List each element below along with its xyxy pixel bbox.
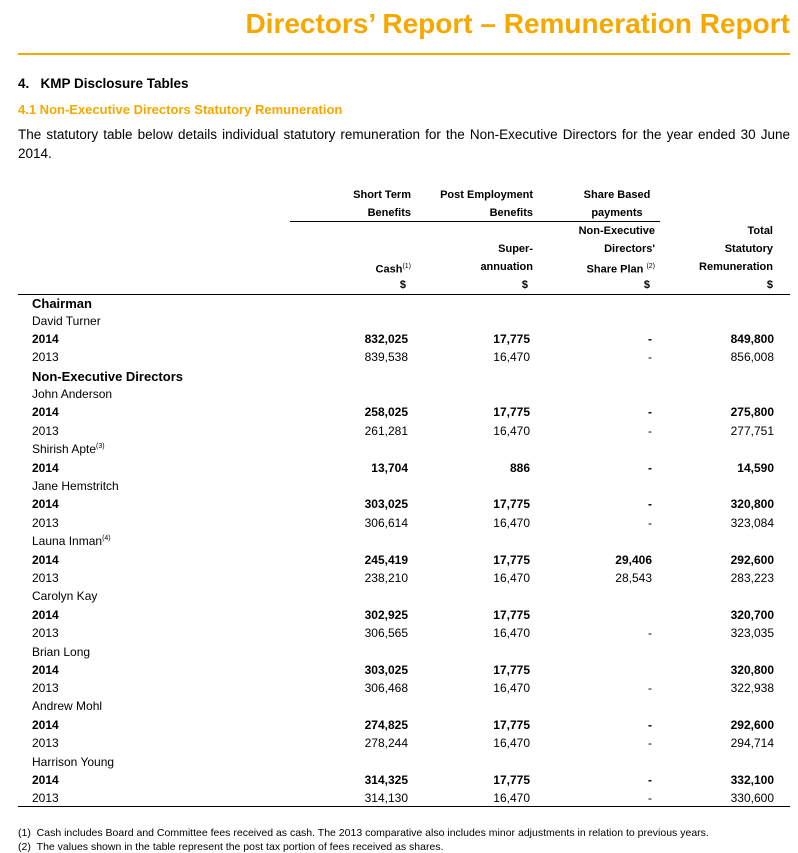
table-cell: 17,775 (493, 332, 530, 346)
table-cell: 16,470 (493, 736, 530, 750)
director-name (32, 442, 105, 456)
table-cell: 320,700 (730, 608, 774, 622)
col-header-total (699, 222, 773, 276)
row-label-text: David Turner (32, 314, 101, 328)
table-cell: 322,938 (730, 681, 774, 695)
col-header-text: annuation (480, 261, 533, 273)
row-label-text: 2013 (32, 681, 59, 695)
table-group-label (32, 296, 92, 311)
row-label-text: Harrison Young (32, 755, 115, 769)
table-cell: 238,210 (364, 571, 408, 585)
table-cell: 28,543 (615, 571, 652, 585)
table-group-label (32, 369, 183, 384)
row-label-text: 2013 (32, 791, 59, 805)
unit-total: $ (766, 279, 773, 291)
row-label-text: Shirish Apte (32, 442, 97, 456)
subsection-title: 4.1 Non-Executive Directors Statutory Remuneration (18, 102, 343, 117)
table-cell: 839,538 (364, 350, 408, 364)
director-name (32, 755, 114, 769)
row-label-text: Non-Executive Directors (32, 369, 183, 384)
report-title: Directors’ Report – Remuneration Report (245, 8, 790, 39)
group-header-short-term (353, 186, 411, 222)
footnote-ref: (4) (102, 535, 111, 542)
table-cell: 303,025 (364, 497, 408, 511)
table-cell: 320,800 (730, 663, 774, 677)
group-header-line: Share Based (583, 189, 651, 201)
year-label (32, 608, 59, 622)
table-cell: 16,470 (493, 571, 530, 585)
year-label (32, 424, 59, 438)
year-label (32, 791, 59, 805)
section-title: 4. KMP Disclosure Tables (18, 76, 189, 91)
footnote-ref: (1) (402, 263, 411, 270)
table-cell: 323,035 (730, 626, 774, 640)
table-cell: 332,100 (730, 773, 774, 787)
col-header-text: Super- (498, 243, 533, 255)
table-cell: 261,281 (364, 424, 408, 438)
table-cell: 306,565 (364, 626, 408, 640)
table-cell: 292,600 (730, 718, 774, 732)
header-divider (18, 53, 790, 55)
col-header-text: Share Plan (586, 263, 644, 276)
year-label (32, 461, 59, 475)
unit-super: $ (521, 279, 528, 291)
col-header-text: Remuneration (699, 261, 773, 273)
row-label-text: Jane Hemstritch (32, 479, 119, 493)
group-header-line: Short Term (353, 189, 411, 201)
table-cell: 320,800 (730, 497, 774, 511)
row-label-text: Carolyn Kay (32, 589, 98, 603)
year-label (32, 332, 59, 346)
col-header-text: Statutory (724, 243, 773, 255)
row-label-text: Brian Long (32, 645, 91, 659)
director-name (32, 479, 119, 493)
table-cell: 886 (509, 461, 530, 475)
table-cell: - (648, 497, 652, 511)
row-label-text: 2014 (32, 553, 59, 567)
year-label (32, 681, 59, 695)
table-cell: 306,468 (364, 681, 408, 695)
table-cell: 832,025 (364, 332, 408, 346)
table-cell: 302,925 (364, 608, 408, 622)
year-label (32, 350, 59, 364)
year-label (32, 718, 59, 732)
year-label (32, 405, 59, 419)
year-label (32, 663, 59, 677)
table-cell: 17,775 (493, 663, 530, 677)
table-cell: 303,025 (364, 663, 408, 677)
row-label-text: 2013 (32, 424, 59, 438)
col-header-text: Directors' (604, 243, 655, 255)
row-label-text: 2014 (32, 608, 59, 622)
table-cell: 16,470 (493, 350, 530, 364)
table-cell: 275,800 (730, 405, 774, 419)
group-header-share-based (577, 186, 657, 222)
table-cell: 16,470 (493, 626, 530, 640)
unit-share-plan: $ (643, 279, 650, 291)
row-label-text: 2014 (32, 332, 59, 346)
table-cell: 323,084 (730, 516, 774, 530)
table-cell: - (648, 718, 652, 732)
row-label-text: 2014 (32, 773, 59, 787)
table-cell: 277,751 (730, 424, 774, 438)
year-label (32, 773, 59, 787)
table-cell: 17,775 (493, 608, 530, 622)
row-label-text: 2014 (32, 461, 59, 475)
year-label (32, 553, 59, 567)
table-cell: 330,600 (730, 791, 774, 805)
footnote-ref: (3) (96, 443, 105, 450)
group-header-line: Benefits (367, 207, 411, 219)
table-cell: - (648, 424, 652, 438)
row-label-text: Launa Inman (32, 534, 103, 548)
row-label-text: Andrew Mohl (32, 699, 103, 713)
table-cell: 283,223 (730, 571, 774, 585)
year-label (32, 497, 59, 511)
group-header-line: Benefits (489, 207, 533, 219)
table-cell: 17,775 (493, 405, 530, 419)
row-label-text: 2013 (32, 571, 59, 585)
table-bottom-rule (18, 806, 790, 807)
col-header-super (480, 240, 533, 276)
table-cell: 16,470 (493, 424, 530, 438)
col-header-text: Non-Executive (578, 225, 655, 237)
table-cell: 278,244 (364, 736, 408, 750)
row-label-text: 2014 (32, 718, 59, 732)
table-cell: - (648, 626, 652, 640)
director-name (32, 534, 111, 548)
table-cell: 14,590 (737, 461, 774, 475)
footnote-2: (2) The values shown in the table represent the post tax portion of fees received as shares. (18, 841, 444, 853)
table-cell: - (648, 516, 652, 530)
row-label-text: Chairman (32, 296, 92, 311)
table-cell: 245,419 (364, 553, 408, 567)
row-label-text: 2013 (32, 736, 59, 750)
table-cell: 17,775 (493, 773, 530, 787)
row-label-text: 2014 (32, 663, 59, 677)
table-cell: 306,614 (364, 516, 408, 530)
row-label-text: 2013 (32, 626, 59, 640)
year-label (32, 571, 59, 585)
table-cell: 849,800 (730, 332, 774, 346)
footnote-1: (1) Cash includes Board and Committee fees received as cash. The 2013 comparative also includes minor adjustments in relation to previous years. (18, 827, 709, 839)
director-name (32, 699, 102, 713)
table-cell: - (648, 736, 652, 750)
table-cell: - (648, 681, 652, 695)
table-cell: 258,025 (364, 405, 408, 419)
table-cell: 292,600 (730, 553, 774, 567)
table-cell: - (648, 773, 652, 787)
col-header-text: Cash (375, 263, 403, 276)
footnote-ref: (2) (646, 263, 655, 270)
table-cell: - (648, 791, 652, 805)
intro-paragraph: The statutory table below details individual statutory remuneration for the Non-Executive Directors for the year ended 30 June 2014. (18, 127, 790, 161)
table-cell: - (648, 461, 652, 475)
director-name (32, 645, 90, 659)
table-cell: 13,704 (371, 461, 408, 475)
table-cell: - (648, 405, 652, 419)
unit-cash: $ (399, 279, 406, 291)
group-header-line: payments (591, 207, 643, 219)
table-cell: 314,130 (364, 791, 408, 805)
table-header-rule (18, 294, 790, 295)
director-name (32, 314, 101, 328)
table-cell: 17,775 (493, 553, 530, 567)
table-cell: 17,775 (493, 718, 530, 732)
year-label (32, 736, 59, 750)
table-cell: 294,714 (730, 736, 774, 750)
table-cell: 16,470 (493, 681, 530, 695)
table-cell: 16,470 (493, 791, 530, 805)
col-header-share-plan (579, 222, 655, 279)
group-header-post-employment (440, 186, 533, 222)
table-cell: 29,406 (615, 553, 652, 567)
group-header-line: Post Employment (440, 189, 533, 201)
director-name (32, 387, 112, 401)
row-label-text: 2013 (32, 516, 59, 530)
col-header-text: Total (747, 225, 773, 237)
table-cell: 17,775 (493, 497, 530, 511)
table-cell: 274,825 (364, 718, 408, 732)
table-cell: 314,325 (364, 773, 408, 787)
year-label (32, 626, 59, 640)
row-label-text: 2014 (32, 497, 59, 511)
table-cell: - (648, 350, 652, 364)
director-name (32, 589, 97, 603)
table-cell: 856,008 (730, 350, 774, 364)
row-label-text: 2013 (32, 350, 59, 364)
row-label-text: John Anderson (32, 387, 113, 401)
table-cell: - (648, 332, 652, 346)
row-label-text: 2014 (32, 405, 59, 419)
table-cell: 16,470 (493, 516, 530, 530)
year-label (32, 516, 59, 530)
